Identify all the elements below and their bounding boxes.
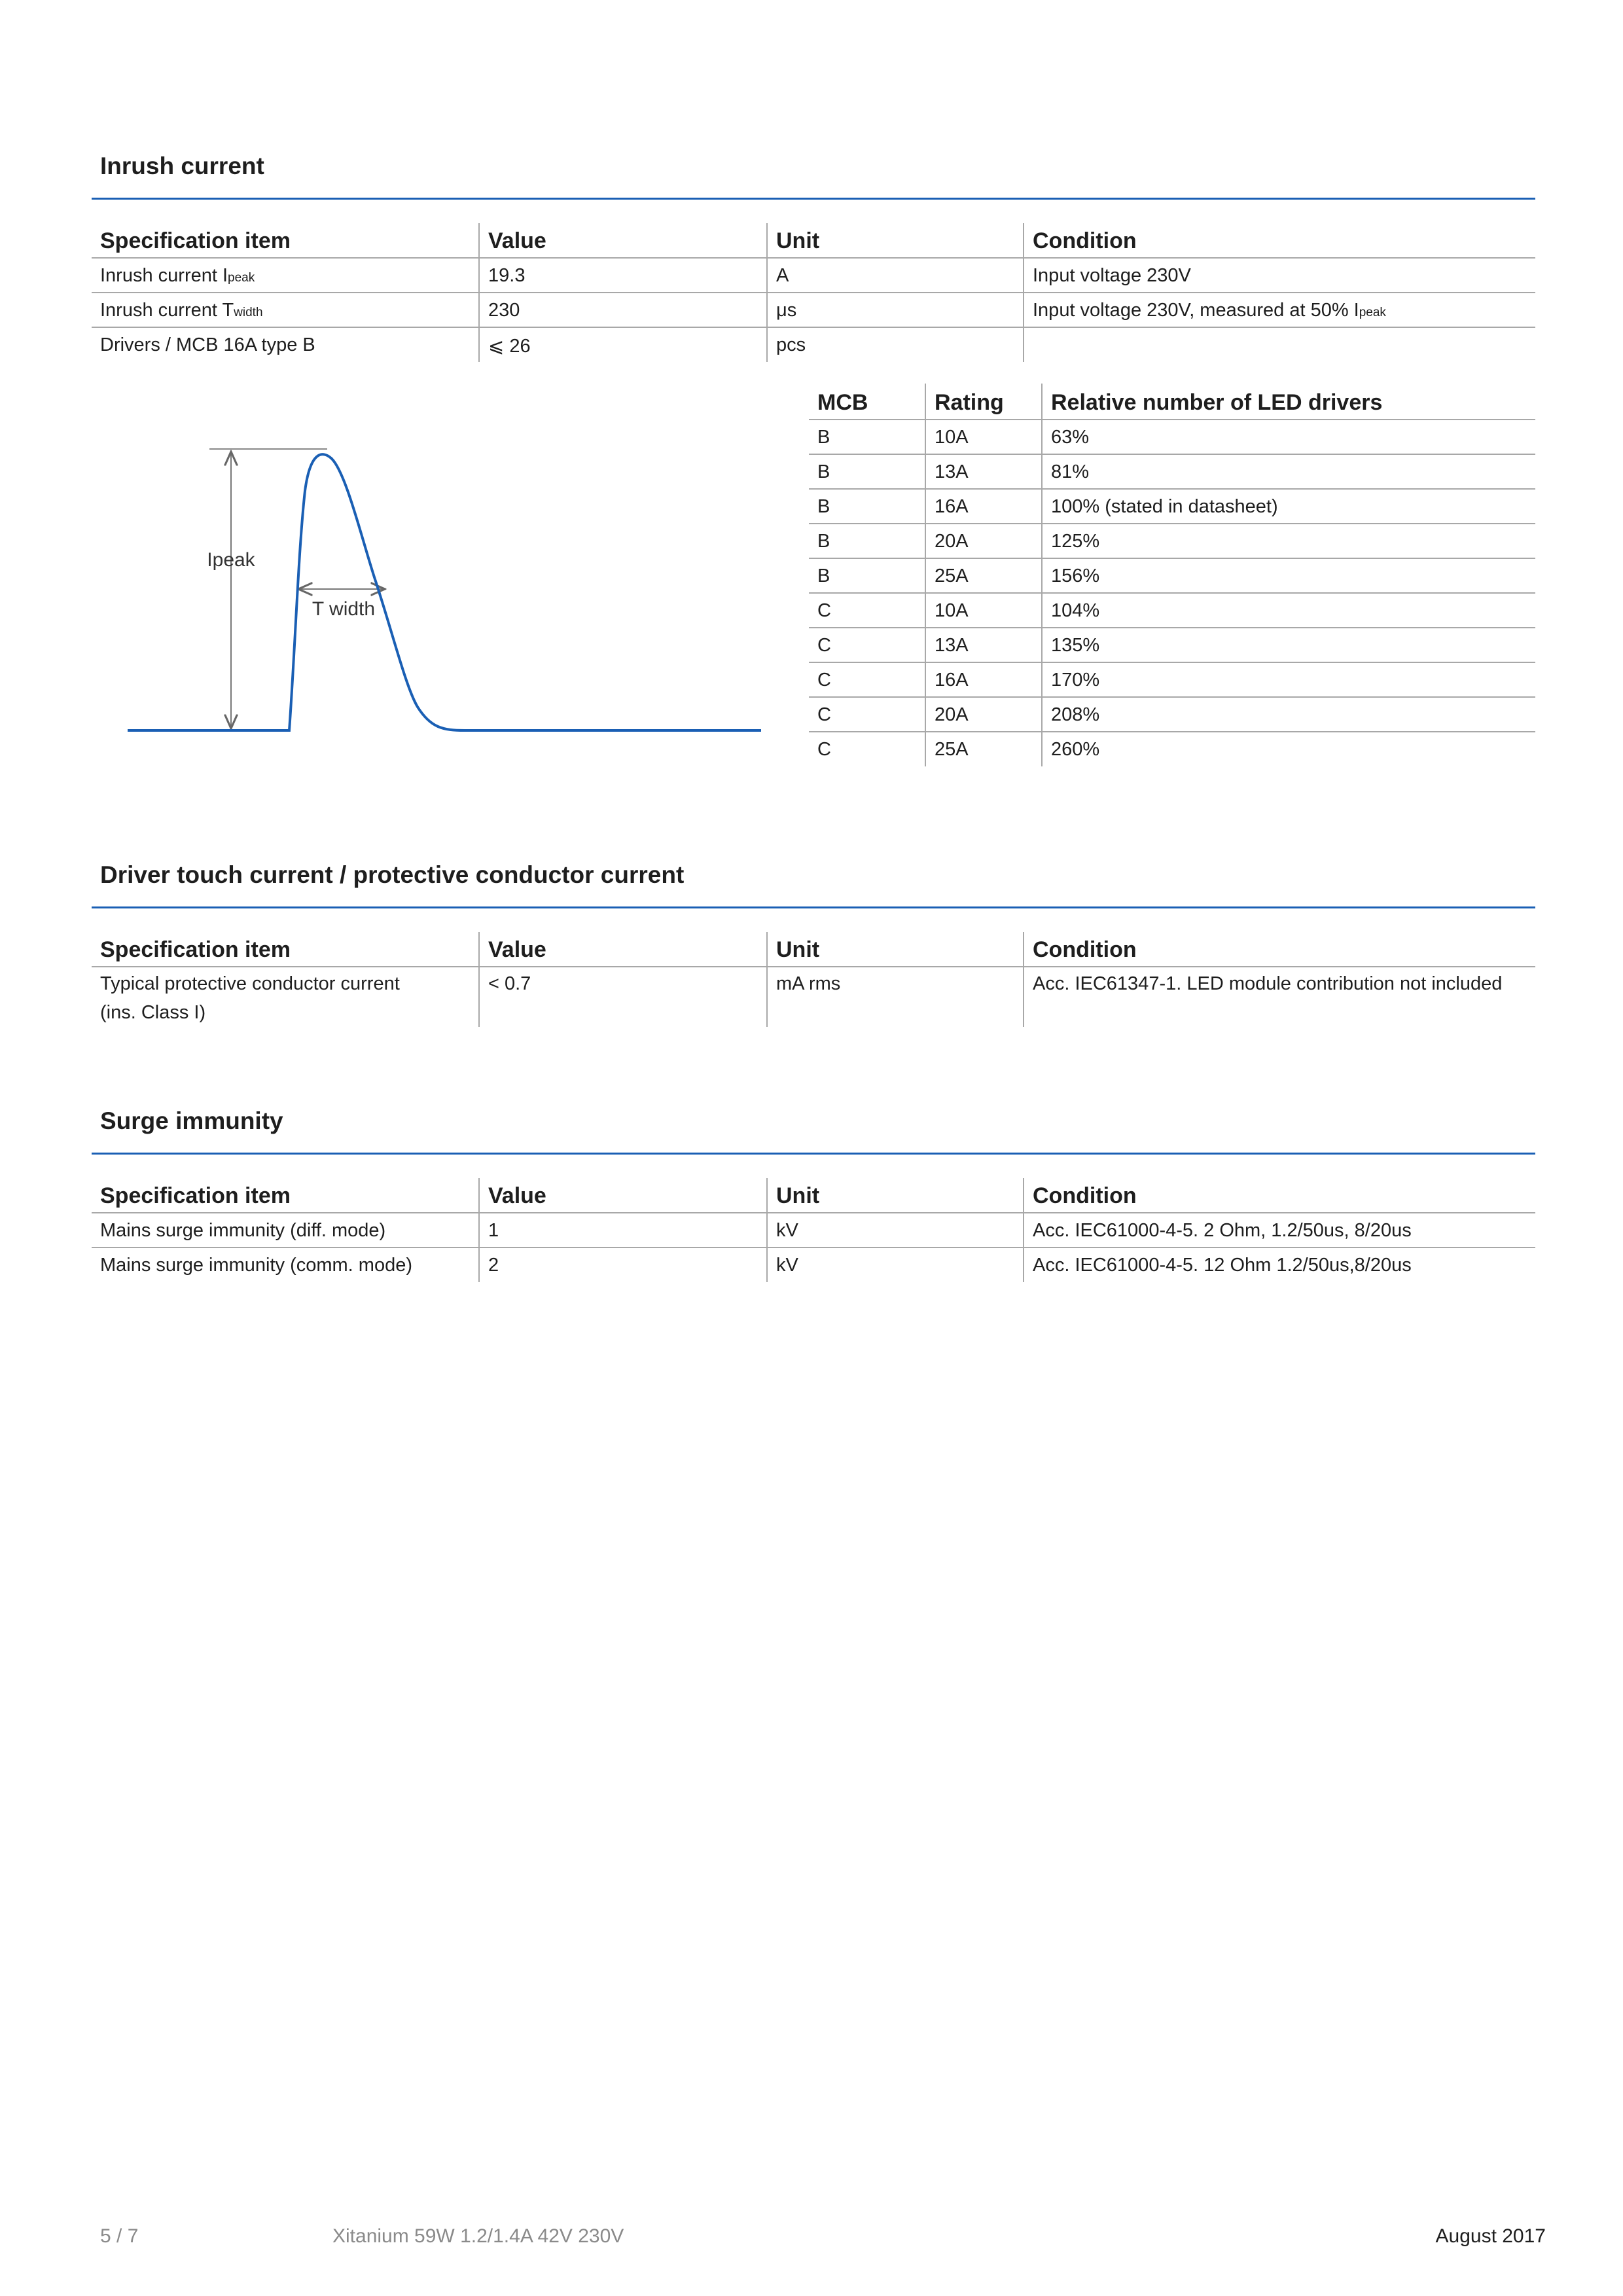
table-row	[809, 732, 1535, 766]
spec-item-cell: Drivers / MCB 16A type B	[100, 334, 315, 355]
header-mcb: MCB	[809, 384, 925, 420]
relative-cell: 125%	[1042, 524, 1535, 558]
relative-cell: 260%	[1042, 732, 1535, 766]
table-row	[92, 327, 1535, 362]
table-row	[92, 258, 1535, 293]
rating-cell: 25A	[925, 732, 1042, 766]
header-spec-item: Specification item	[92, 223, 479, 258]
table-header-row	[809, 384, 1535, 420]
rating-cell: 13A	[925, 628, 1042, 662]
relative-cell: 135%	[1042, 628, 1535, 662]
mcb-cell: B	[809, 489, 925, 524]
mcb-table	[809, 384, 1535, 766]
table-header-row	[92, 223, 1535, 258]
condition-cell: Input voltage 230V, measured at 50% Ipeak	[1024, 293, 1535, 327]
header-condition: Condition	[1024, 223, 1535, 258]
document-date: August 2017	[1435, 2225, 1546, 2247]
rating-cell: 16A	[925, 489, 1042, 524]
section-title-surge: Surge immunity	[100, 1107, 283, 1134]
table-row	[809, 628, 1535, 662]
table-row	[809, 662, 1535, 697]
condition-cell: Acc. IEC61000-4-5. 2 Ohm, 1.2/50us, 8/20us	[1024, 1213, 1535, 1247]
relative-cell: 104%	[1042, 593, 1535, 628]
header-unit: Unit	[767, 932, 1024, 967]
table-row	[92, 967, 1535, 1027]
header-rating: Rating	[925, 384, 1042, 420]
rating-cell: 20A	[925, 524, 1042, 558]
spec-item-cell: Mains surge immunity (comm. mode)	[100, 1255, 412, 1276]
value-cell: < 0.7	[479, 967, 767, 1027]
mcb-cell: B	[809, 524, 925, 558]
condition-cell: Acc. IEC61347-1. LED module contribution not included	[1024, 967, 1535, 1027]
header-condition: Condition	[1024, 932, 1535, 967]
relative-cell: 81%	[1042, 454, 1535, 489]
table-row	[809, 489, 1535, 524]
rating-cell: 13A	[925, 454, 1042, 489]
relative-cell: 100% (stated in datasheet)	[1042, 489, 1535, 524]
table-row	[92, 293, 1535, 327]
relative-cell: 170%	[1042, 662, 1535, 697]
table-row	[809, 420, 1535, 454]
rating-cell: 25A	[925, 558, 1042, 593]
header-value: Value	[479, 1178, 767, 1213]
section-rule	[92, 906, 1535, 908]
unit-cell: pcs	[767, 327, 1024, 362]
section-title-touch-current: Driver touch current / protective conductor current	[100, 861, 685, 888]
unit-cell: A	[767, 258, 1024, 293]
value-cell: 1	[479, 1213, 767, 1247]
inrush-current-curve	[128, 454, 761, 730]
header-condition: Condition	[1024, 1178, 1535, 1213]
condition-cell	[1024, 327, 1535, 362]
header-unit: Unit	[767, 1178, 1024, 1213]
relative-cell: 63%	[1042, 420, 1535, 454]
surge-immunity-table	[92, 1178, 1535, 1282]
value-cell: 19.3	[479, 258, 767, 293]
condition-cell: Input voltage 230V	[1024, 258, 1535, 293]
table-row	[809, 454, 1535, 489]
table-header-row	[92, 932, 1535, 967]
mcb-cell: C	[809, 628, 925, 662]
mcb-cell: C	[809, 697, 925, 732]
value-cell: 230	[479, 293, 767, 327]
header-unit: Unit	[767, 223, 1024, 258]
table-row	[809, 593, 1535, 628]
table-row	[809, 524, 1535, 558]
mcb-cell: B	[809, 454, 925, 489]
table-row	[809, 697, 1535, 732]
page-number: 5 / 7	[100, 2225, 139, 2247]
table-row	[92, 1247, 1535, 1282]
value-cell: ⩽ 26	[479, 327, 767, 362]
spec-item-cell: Inrush current Ipeak	[92, 258, 479, 293]
header-value: Value	[479, 932, 767, 967]
spec-item-cell: Mains surge immunity (diff. mode)	[92, 1213, 479, 1247]
unit-cell: mA rms	[767, 967, 1024, 1027]
table-row	[809, 558, 1535, 593]
table-header-row	[92, 1178, 1535, 1213]
header-value: Value	[479, 223, 767, 258]
spec-item-cell: Inrush current Twidth	[92, 293, 479, 327]
ipeak-label: Ipeak	[207, 549, 255, 571]
rating-cell: 20A	[925, 697, 1042, 732]
mcb-cell: C	[809, 593, 925, 628]
touch-current-table	[92, 932, 1535, 1027]
section-title-inrush: Inrush current	[100, 152, 264, 179]
mcb-cell: B	[809, 420, 925, 454]
section-rule	[92, 198, 1535, 200]
inrush-waveform-diagram	[118, 432, 772, 740]
header-spec-item: Specification item	[92, 932, 479, 967]
unit-cell: μs	[767, 293, 1024, 327]
unit-cell: kV	[767, 1213, 1024, 1247]
table-row	[92, 1213, 1535, 1247]
header-relative-number: Relative number of LED drivers	[1042, 384, 1535, 420]
inrush-spec-table	[92, 223, 1535, 362]
rating-cell: 10A	[925, 420, 1042, 454]
condition-cell: Acc. IEC61000-4-5. 12 Ohm 1.2/50us,8/20us	[1024, 1247, 1535, 1282]
value-cell: 2	[479, 1247, 767, 1282]
relative-cell: 156%	[1042, 558, 1535, 593]
section-rule	[92, 1153, 1535, 1155]
product-name: Xitanium 59W 1.2/1.4A 42V 230V	[332, 2225, 624, 2247]
header-spec-item: Specification item	[92, 1178, 479, 1213]
rating-cell: 16A	[925, 662, 1042, 697]
rating-cell: 10A	[925, 593, 1042, 628]
spec-item-cell: Typical protective conductor current (ins. Class I)	[100, 973, 400, 1023]
mcb-cell: B	[809, 558, 925, 593]
mcb-cell: C	[817, 739, 831, 760]
twidth-label: T width	[312, 598, 376, 620]
relative-cell: 208%	[1042, 697, 1535, 732]
unit-cell: kV	[767, 1247, 1024, 1282]
mcb-cell: C	[809, 662, 925, 697]
